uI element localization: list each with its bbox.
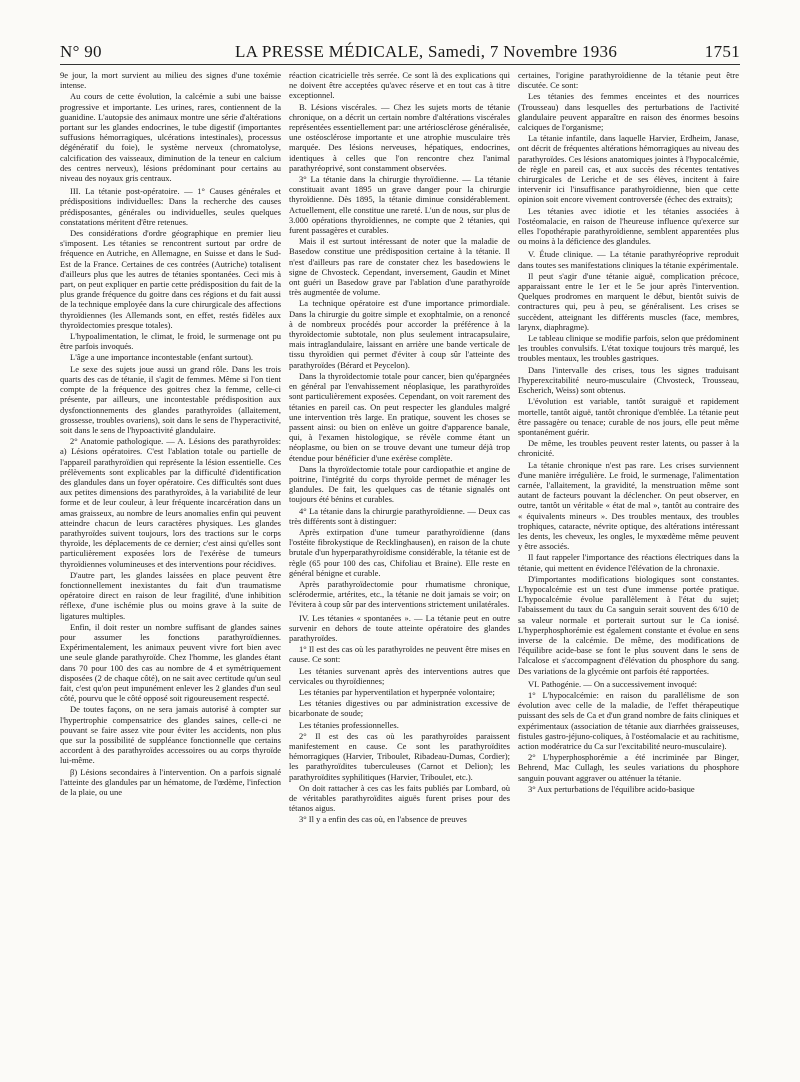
paragraph: Les tétanies des femmes enceintes et des nourrices (Trousseau) dans lesquelles des perturbations de l'activité glandulaire peuvent apparaître en raison des énormes besoins calciques de l'organisme; [518,91,739,133]
paragraph: 1° Il est des cas où les parathyroïdes ne peuvent être mises en cause. Ce sont: [289,644,510,665]
paragraph: réaction cicatricielle très serrée. Ce sont là des explications qui ne doivent être acceptées qu'avec réserve et en tout cas à titre exceptionnel. [289,70,510,101]
paragraph: Les tétanies survenant après des interventions autres que cervicales ou thyroïdiennes; [289,665,510,686]
paragraph: Les tétanies par hyperventilation et hyperpnée volontaire; [299,686,495,697]
paragraph: La tétanie infantile, dans laquelle Harvier, Erdheim, Janase, ont décrit de fréquentes altérations hémorragiques au niveau des parathyroïdes. Ces lésions anatomiques jointes à l'hypocalcémie, de règle en pareil cas, et aux succès des récentes tentatives chirurgicales de Leriche et de ses élèves, incitent à faire intervenir ici l'insuffisance parathyroïdienne, bien que cette opinion soit encore vivement controversée (échec des extraits); [518,133,739,205]
paragraph: Dans la thyroïdectomie totale pour cancer, bien qu'épargnées en général par l'envahissement néoplasique, les parathyroïdes sont particulièrement exposées. Cependant, on voit rarement des tétanies en pareil cas. On peut respecter les glandules malgré une intervention très large. En pratique, souvent les choses se passent ainsi: ou bien on enlève un goitre d'apparence banale, qui, à l'examen histologique, se révèle comme étant un néoplasme, ou bien on se trouve devant une tumeur déjà trop étendue pour bénéficier d'une exérèse complète. [289,370,510,463]
paragraph: B. Lésions viscérales. — Chez les sujets morts de tétanie chronique, on a décrit un certain nombre d'altérations viscérales représentées essentiellement par: une artériosclérose généralisée, une ostéosclérose importante et une atrophie musculaire très marquée. Des lésions nerveuses, hépatiques, endocrines, identiques à celles que l'on rencontre chez l'animal parathyréoprivé, sont constamment observées. [289,101,510,173]
paragraph: Mais il est surtout intéressant de noter que la maladie de Basedow constitue une prédisposition certaine à la tétanie. Il n'est d'ailleurs pas rare de constater chez les basedowiens le signe de Chvosteck. Cependant, inversement, Gaudin et Minet ont guéri un Basedow grave par l'ablation d'une parathyroïde très augmentée de volume. [289,236,510,298]
paragraph: 2° Il est des cas où les parathyroïdes paraissent manifestement en cause. Ce sont les parathyroïdites hémorragiques (Harvier, Triboulet, Ribadeau-Dumas, Cordier); les parathyroïdites tuberculeuses (Carnot et Delion); les parathyroïdites syphilitiques (Harvier, Triboulet, etc.). [289,730,510,782]
paragraph: Après parathyroïdectomie pour rhumatisme chronique, sclérodermie, artérites, etc., la tétanie ne doit jamais se voir; on l'évitera à coup sûr par des interventions strictement unilatérales. [289,578,510,610]
paragraph: β) Lésions secondaires à l'intervention. On a parfois signalé l'atteinte des glandules par un hématome, de l'œdème, l'infection de la plaie, ou une [60,766,281,798]
paragraph: De toutes façons, on ne sera jamais autorisé à compter sur l'hypertrophie compensatrice des glandes saines, celle-ci ne pouvant se faire assez vite pour éviter les accidents, non plus que sur la possibilité de suppléance fonctionnelle que certains accordent à des parathyroïdes accessoires ou au corps thyroïde lui-même. [60,704,281,766]
paragraph: III. La tétanie post-opératoire. — 1° Causes générales et prédispositions individuelles: Dans la recherche des causes prédisposantes, générales ou individuelles, seules quelques constatations méritent d'être retenues. [60,186,281,227]
paragraph: On doit rattacher à ces cas les faits publiés par Lombard, où de véritables parathyroïdites aiguës furent prises pour des tétanos aigus. [289,782,510,814]
paragraph: VI. Pathogénie. — On a successivement invoqué: [528,678,698,689]
page-number-right: 1751 [704,42,740,61]
paragraph: Au cours de cette évolution, la calcémie a subi une baisse progressive et importante. Les urines, rares, contiennent de la guanidine. L'autopsie des animaux montre une série d'altérations portant sur les glandes endocrines, le tube digestif (importantes suffusions hémorragiques, ulcérations intestinales), processus dégénératif du foie), le système nerveux (chromatolyse, calcification des vaisseaux, diminution de la teneur en calcium des centres nerveux), lésions prédominant pour certains au niveau des noyaux gris centraux. [60,91,281,184]
paragraph: 2° L'hyperphosphorémie a été incriminée par Binger, Behrend, Mac Cullagh, les seules variations du phosphore sanguin pouvant aggraver ou atténuer la tétanie. [518,752,739,783]
paragraph: La tétanie chronique n'est pas rare. Les crises surviennent d'une manière irrégulière. Le froid, le surmenage, l'alimentation carnée, l'allaitement, la gravidité, la menstruation même sont autant de facteurs pouvant la déclencher. On peut observer, en outre, tantôt un véritable « état de mal », tantôt au contraire des « équivalents mineurs ». Des troubles mentaux, des troubles trophiques, cataracte, névrite optique, des altérations intéressant les dents, les cheveux, les ongles, le myxœdème même peuvent y être associés. [518,459,739,552]
paragraph: Après extirpation d'une tumeur parathyroïdienne (dans l'ostéite fibrokystique de Recklinghausen), en raison de la chute brutale d'un hyperparathyroïdisme considérable, la tétanie est de règle (65 pour 100 des cas, Chifoliau et Braine). Elle reste en général bénigne et curable. [289,526,510,578]
paragraph: Des considérations d'ordre géographique en premier lieu s'imposent. Les tétanies se rencontrent surtout par ordre de fréquence en Autriche, en Allemagne, en Suisse et dans le Sud-Est de la France. Certaines de ces contrées (Autriche) totalisent d'ailleurs plus que les autres de tétanies spontanées. Ceci mis à part, on peut expliquer en partie cette prédisposition du fait de la plus grande fréquence du goitre dans ces régions et du fait aussi de la technique employée dans la cure chirurgicale des affections thyroïdiennes (les Allemands sont, en effet, restés fidèles aux thyroïdectomies presque totales). [60,228,281,330]
paragraph: D'importantes modifications biologiques sont constantes. L'hypocalcémie est un test d'une immense portée pratique. L'hypocalcémie évolue parallèlement à l'état du sujet; l'abaissement du taux du Ca sanguin serait souvent des 6/10 de sa valeur normale et porterait surtout sur le Ca ionisé. L'hyperphosphorémie est également constante et évolue en sens inverse de la calcémie. De même, des modifications de l'équilibre acide-base se font le plus souvent dans le sens de l'alcalose et s'accompagnent d'élévation du phosphore du sang. Des variations de la glycémie ont parfois été rapportées. [518,573,739,676]
page-number-left: N° 90 [60,42,102,61]
paragraph: Les tétanies digestives ou par administration excessive de bicarbonate de soude; [289,698,510,719]
paragraph: 4° La tétanie dans la chirurgie parathyroïdienne. — Deux cas très différents sont à distinguer: [289,505,510,526]
text-column-3 [518,70,739,1072]
paragraph: Le sexe des sujets joue aussi un grand rôle. Dans les trois quarts des cas de tétanie, il s'agit de femmes. Même si l'on tient compte de la fréquence des goitres chez la femme, celle-ci présente, par ailleurs, une incontestable prédisposition aux dysfonctionnements des glandes parathyroïdes (allaitement, grossesse, troubles ovariens), soit dans le sens de l'hyperactivité, soit dans le sens de l'hypoactivité glandulaire. [60,363,281,435]
paragraph: L'évolution est variable, tantôt suraiguë et rapidement mortelle, tantôt aiguë, tantôt chronique d'emblée. La tétanie peut être passagère ou tenace; curable de nos jours, elle peut même spontanément guérir. [518,396,739,437]
paragraph: Le tableau clinique se modifie parfois, selon que prédominent les troubles convulsifs. L'état toxique toujours très marqué, les troubles mentaux, les troubles gastriques. [518,333,739,364]
paragraph: L'hypoalimentation, le climat, le froid, le surmenage ont pu être parfois invoqués. [60,331,281,352]
paragraph: Enfin, il doit rester un nombre suffisant de glandes saines pour assumer les fonctions parathyroïdiennes. Expérimentalement, les animaux peuvent vivre fort bien avec une seule glande parathyroïde. Chez l'homme, les glandes étant dans 70 pour 100 des cas au nombre de 4 et symétriquement disposées (2 de chaque côté), on ne sait avec certitude qu'un seul fait, c'est qu'on peut impunément enlever les 2 glandes d'un seul côté, pourvu que le côté opposé soit rigoureusement respecté. [60,621,281,704]
paragraph: La technique opératoire est d'une importance primordiale. Dans la chirurgie du goitre simple et exophtalmie, on a renoncé à de nombreux procédés pour accorder la préférence à la thyroïdectomie subtotale, non plus seulement intracapsulaire, mais intraglandulaire, laissant en arrière une bande verticale de tissu thyroïdien qui permet d'éviter à coup sûr l'atteinte des parathyroïdes (Bérard et Peycelon). [289,298,510,370]
paragraph: L'âge a une importance incontestable (enfant surtout). [70,352,254,363]
paragraph: 2° Anatomie pathologique. — A. Lésions des parathyroïdes: a) Lésions opératoires. C'est l'ablation totale ou partielle de l'appareil parathyroïdien qui représente la lésion essentielle. Ces prélèvements sont explicables par la difficulté d'identification des glandules dans un foyer opératoire. Ces difficultés sont dues aux petites dimensions des parathyroïdes, à la variabilité de leur forme et de leur couleur, à leur fréquente incarcération dans un amas graisseux, au nombre de leurs anomalies enfin qui peuvent atteindre chacun de leurs caractères physiques. Les glandes parathyroïdes suivent toujours, lors des tractions sur le corps thyroïde, les déplacements de ce dernier; c'est ainsi qu'elles sont particulièrement exposées lors de l'exérèse de tumeurs thyroïdiennes volumineuses et des interventions pour récidives. [60,436,281,569]
paragraph: Dans la thyroïdectomie totale pour cardiopathie et angine de poitrine, l'intégrité du corps thyroïde permet de ménager les glandules. De fait, les quelques cas de tétanie signalés ont toujours été bénins et curables. [289,463,510,505]
paragraph: D'autre part, les glandes laissées en place peuvent être fonctionnellement inexistantes du fait d'un traumatisme opératoire direct en raison de leur fragilité, d'une inhibition réflexe, d'une ischémie plus ou moins grave à la suite de ligatures multiples. [60,569,281,621]
paragraph: certaines, l'origine parathyroïdienne de la tétanie peut être discutée. Ce sont: [518,70,739,91]
page-header [60,42,740,64]
paragraph: Il peut s'agir d'une tétanie aiguë, complication précoce, apparaissant entre le 1er et le 5e jour après l'intervention. Quelques prodromes en marquent le début, bientôt suivis de contractures qui, peu à peu, se généralisent. Les crises se succèdent, atteignant les différents muscles (face, membres, larynx, diaphragme). [518,270,739,332]
paragraph: 3° La tétanie dans la chirurgie thyroïdienne. — La tétanie constituait avant 1895 un grave danger pour la chirurgie thyroïdienne. Dès 1895, la tétanie diminue considérablement. Actuellement, elle constitue une rareté. L'un de nous, sur plus de 3.000 opérations thyroïdiennes, ne compte que 2 tétanies, qui furent passagères et curables. [289,174,510,236]
paragraph: Dans l'intervalle des crises, tous les signes traduisant l'hyperexcitabilité neuro-musculaire (Chvosteck, Trousseau, Escherich, Weiss) sont obtenus. [518,364,739,396]
header-rule [60,64,740,65]
paragraph: 3° Aux perturbations de l'équilibre acido-basique [528,783,695,794]
journal-title: LA PRESSE MÉDICALE, Samedi, 7 Novembre 1936 [235,42,618,61]
paragraph: Les tétanies avec idiotie et les tétanies associées à l'ostéomalacie, en raison de l'heureuse influence qu'exerce sur elles l'opothérapie parathyroïdienne, semblent apparentées plus ou moins à la déficience des glandules. [518,205,739,247]
paragraph: 9e jour, la mort survient au milieu des signes d'une toxémie intense. [60,70,281,91]
text-column-2 [289,70,510,1072]
paragraph: IV. Les tétanies « spontanées ». — La tétanie peut en outre survenir en dehors de toute atteinte opératoire des glandes parathyroïdes. [289,612,510,643]
text-column-1 [60,70,281,1072]
paragraph: De même, les troubles peuvent rester latents, ou passer à la chronicité. [518,438,739,459]
paragraph: V. Étude clinique. — La tétanie parathyréoprive reproduit dans toutes ses manifestations cliniques la tétanie expérimentale. [518,249,739,270]
paragraph: Il faut rappeler l'importance des réactions électriques dans la tétanie, qui mettent en évidence l'élévation de la chronaxie. [518,552,739,573]
paragraph: 1° L'hypocalcémie: en raison du parallélisme de son évolution avec celle de la maladie, de l'effet thérapeutique puissant des sels de Ca et d'un grand nombre de faits cliniques et expérimentaux (association de tétanie aux diarrhées graisseuses, fistules gastro-jéjuno-coliques, à l'ostéomalacie et au rachitisme, action modératrice du Ca sur l'excitabilité neuro-musculaire). [518,689,739,751]
paragraph: Les tétanies professionnelles. [299,719,399,730]
paragraph: 3° Il y a enfin des cas où, en l'absence de preuves [299,814,467,825]
